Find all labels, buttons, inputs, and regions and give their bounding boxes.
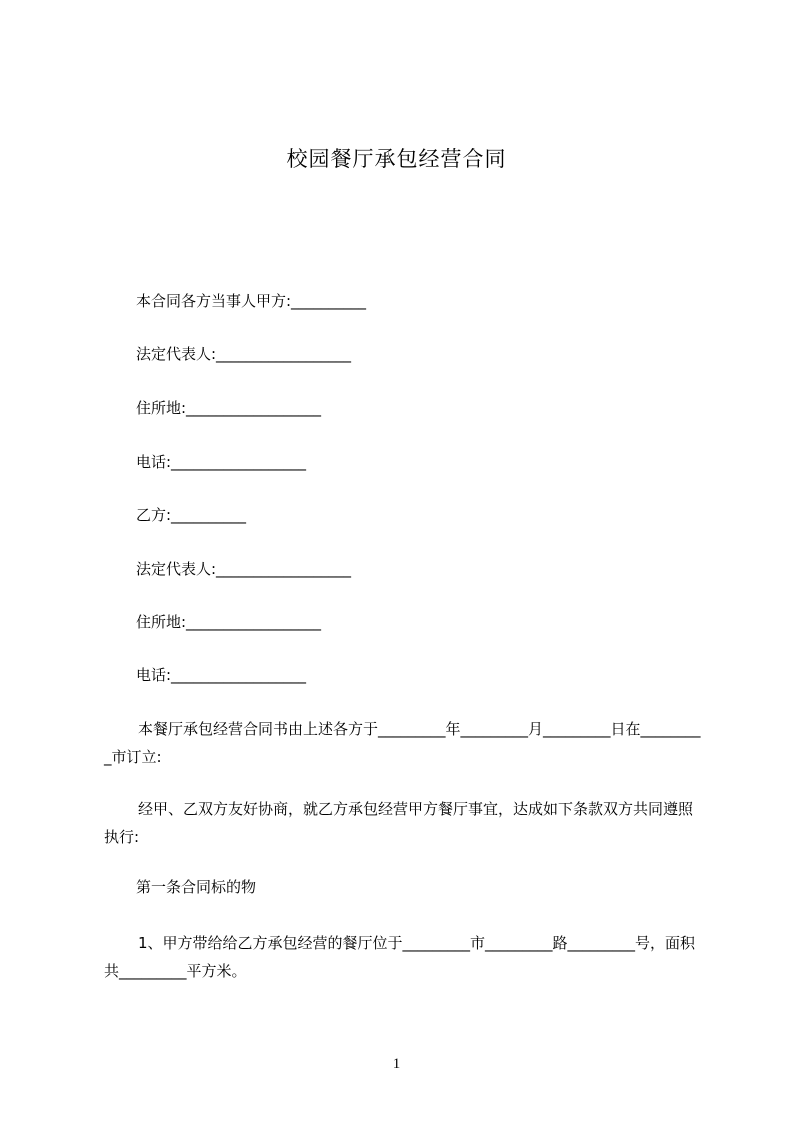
page-number: 1 [392,1056,401,1072]
negotiation-paragraph: 经甲、乙双方友好协商，就乙方承包经营甲方餐厅事宜，达成如下条款双方共同遵照执行: [104,800,694,846]
party-a-address-line: 住所地:__________________ [136,399,322,417]
document-title: 校园餐厅承包经营合同 [286,147,507,171]
article-1-item-1: 1、甲方带给给乙方承包经营的餐厅位于_________市_________路_________号，面积共_________平方米。 [104,934,696,980]
party-a-phone-line: 电话:__________________ [136,453,307,471]
intro-paragraph: 本餐厅承包经营合同书由上述各方于_________年_________月_________日在_________市订立: [104,720,701,766]
party-b-line: 乙方:__________ [136,506,247,524]
article-1-heading: 第一条合同标的物 [136,878,257,896]
party-b-representative-line: 法定代表人:__________________ [136,560,352,578]
party-b-phone-line: 电话:__________________ [136,666,307,684]
party-b-address-line: 住所地:__________________ [136,613,322,631]
party-a-representative-line: 法定代表人:__________________ [136,345,352,363]
party-a-line: 本合同各方当事人甲方:__________ [136,292,367,310]
